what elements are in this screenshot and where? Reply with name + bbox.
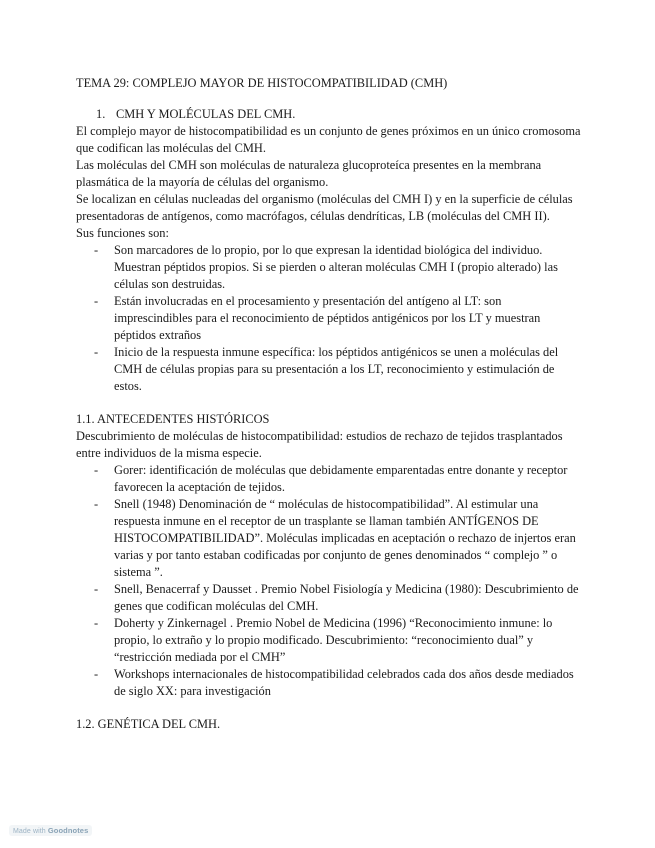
history-list	[76, 462, 581, 700]
badge-brand: Goodnotes	[47, 826, 89, 835]
document-page	[76, 75, 581, 733]
list-item: - Gorer: identificación de moléculas que debidamente emparentadas entre donante y receptor favorecen la aceptación de tejidos.	[114, 462, 581, 496]
paragraph: El complejo mayor de histocompatibilidad es un conjunto de genes próximos en un único cromosoma que codifican las moléculas del CMH.	[76, 124, 581, 155]
section-number: 1.	[96, 107, 106, 121]
paragraph: Se localizan en células nucleadas del organismo (moléculas del CMH I) y en la superficie de células presentadoras de antígenos, como macrófagos, células dendríticas, LB (moléculas del CMH II).	[76, 192, 573, 223]
paragraph: Sus funciones son:	[76, 226, 169, 240]
spacer	[76, 700, 581, 716]
list-item: - Inicio de la respuesta inmune específica: los péptidos antigénicos se unen a moléculas del CMH de células propias para su presentación a los LT, reconocimiento y estimulación de estos.	[114, 344, 581, 395]
badge-prefix: Made with	[13, 828, 46, 835]
list-item: - Snell (1948) Denominación de “ moléculas de histocompatibilidad”. Al estimular una respuesta inmune en el receptor de un trasplante se llaman también ANTÍGENOS DE HISTOCOMPATIBILIDAD”. Moléculas implicadas en aceptación o rechazo de injertos eran varias y por tanto estaban codificadas por conjunto de genes denominados “ complejo ” o sistema ”.	[114, 496, 581, 581]
list-item: - Snell, Benacerraf y Dausset . Premio Nobel Fisiología y Medicina (1980): Descubrimiento de genes que codifican moléculas del CMH.	[114, 581, 581, 615]
paragraph: Las moléculas del CMH son moléculas de naturaleza glucoproteíca presentes en la membrana plasmática de la mayoría de células del organismo.	[76, 158, 542, 189]
section-heading-1-1: 1.1. ANTECEDENTES HISTÓRICOS	[76, 412, 270, 426]
spacer	[76, 395, 581, 411]
section-heading-text: CMH Y MOLÉCULAS DEL CMH.	[116, 107, 296, 121]
section-heading-1-2: 1.2. GENÉTICA DEL CMH.	[76, 717, 221, 731]
list-item: - Son marcadores de lo propio, por lo que expresan la identidad biológica del individuo. Muestran péptidos propios. Si se pierden o alteran moléculas CMH I (propio alterado) las células son destruidas.	[114, 242, 581, 293]
functions-list	[76, 242, 581, 395]
list-item: - Están involucradas en el procesamiento y presentación del antígeno al LT: son imprescindibles para el reconocimiento de péptidos antigénicos por los LT y muestran péptidos extraños	[114, 293, 581, 344]
list-item: - Workshops internacionales de histocompatibilidad celebrados cada dos años desde mediados de siglo XX: para investigación	[114, 666, 581, 700]
list-item: - Doherty y Zinkernagel . Premio Nobel de Medicina (1996) “Reconocimiento inmune: lo propio, lo extraño y lo propio modificado. Descubrimiento: “reconocimiento dual” y “restricción mediada por el CMH”	[114, 615, 581, 666]
section-heading-1	[76, 106, 581, 123]
made-with-goodnotes-badge	[9, 825, 92, 836]
paragraph: Descubrimiento de moléculas de histocompatibilidad: estudios de rechazo de tejidos trasplantados entre individuos de la misma especie.	[76, 429, 563, 460]
page-title: TEMA 29: COMPLEJO MAYOR DE HISTOCOMPATIBILIDAD (CMH)	[76, 76, 448, 90]
